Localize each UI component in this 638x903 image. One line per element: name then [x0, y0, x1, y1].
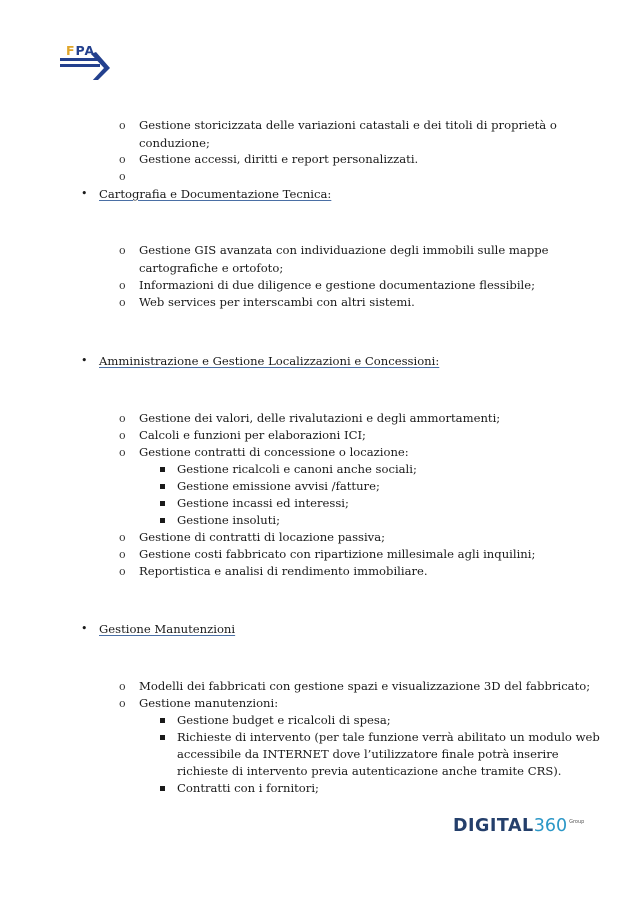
square-bullet-marker: [160, 735, 165, 740]
list-item: Gestione dei valori, delle rivalutazioni e degli ammortamenti;: [139, 411, 501, 425]
list-item: Web services per interscambi con altri sistemi.: [139, 295, 415, 309]
list-item-continuation: cartografiche e ortofoto;: [139, 261, 284, 275]
list-item: Calcoli e funzioni per elaborazioni ICI;: [139, 428, 366, 442]
sub-bullet-marker: o: [119, 697, 126, 710]
list-item: Gestione storicizzata delle variazioni catastali e dei titoli di proprietà o: [139, 118, 557, 132]
list-item: Gestione accessi, diritti e report personalizzati.: [139, 152, 419, 166]
square-bullet-marker: [160, 518, 165, 523]
list-item: Informazioni di due diligence e gestione documentazione flessibile;: [139, 278, 536, 292]
section-heading-cartografia: Cartografia e Documentazione Tecnica:: [99, 187, 332, 201]
square-bullet-marker: [160, 786, 165, 791]
digital360-logo: DIGITAL360 $^{Group}$: [453, 816, 585, 836]
nested-list-item-continuation: richieste di intervento previa autenticazione anche tramite CRS).: [177, 764, 562, 778]
nested-list-item: Gestione emissione avvisi /fatture;: [177, 479, 380, 493]
section-heading-amministrazione: Amministrazione e Gestione Localizzazioni e Concessioni:: [99, 354, 440, 368]
nested-list-item: Gestione incassi ed interessi;: [177, 496, 349, 510]
nested-list-item: Richieste di intervento (per tale funzione verrà abilitato un modulo web: [177, 730, 600, 744]
square-bullet-marker: [160, 718, 165, 723]
list-item: Gestione manutenzioni:: [139, 696, 279, 710]
nested-list-item-continuation: accessibile da INTERNET dove l’utilizzatore finale potrà inserire: [177, 747, 559, 761]
sub-bullet-marker: o: [119, 531, 126, 544]
sub-bullet-marker: o: [119, 279, 126, 292]
sub-bullet-marker: o: [119, 244, 126, 257]
list-item: Gestione di contratti di locazione passiva;: [139, 530, 386, 544]
sub-bullet-marker: o: [119, 412, 126, 425]
sub-bullet-marker: o: [119, 153, 126, 166]
main-bullet-marker: •: [81, 622, 88, 635]
sub-bullet-marker: o: [119, 119, 126, 132]
sub-bullet-marker: o: [119, 429, 126, 442]
sub-bullet-marker: o: [119, 296, 126, 309]
sub-bullet-marker: o: [119, 548, 126, 561]
list-item: Gestione GIS avanzata con individuazione degli immobili sulle mappe: [139, 243, 549, 257]
list-item: Gestione costi fabbricato con ripartizione millesimale agli inquilini;: [139, 547, 536, 561]
nested-list-item: Gestione insoluti;: [177, 513, 280, 527]
fpa-logo-text: FPA: [66, 43, 96, 58]
sub-bullet-marker: o: [119, 565, 126, 578]
sub-bullet-marker: o: [119, 680, 126, 693]
list-item: Reportistica e analisi di rendimento immobiliare.: [139, 564, 428, 578]
sub-bullet-marker: o: [119, 446, 126, 459]
list-item: Gestione contratti di concessione o locazione:: [139, 445, 409, 459]
main-bullet-marker: •: [81, 354, 88, 367]
nested-list-item: Gestione budget e ricalcoli di spesa;: [177, 713, 391, 727]
square-bullet-marker: [160, 484, 165, 489]
main-bullet-marker: •: [81, 187, 88, 200]
nested-list-item: Contratti con i fornitori;: [177, 781, 319, 795]
list-item: Modelli dei fabbricati con gestione spazi e visualizzazione 3D del fabbricato;: [139, 679, 591, 693]
section-heading-manutenzioni: Gestione Manutenzioni: [99, 622, 236, 636]
square-bullet-marker: [160, 501, 165, 506]
list-item-continuation: conduzione;: [139, 136, 210, 150]
nested-list-item: Gestione ricalcoli e canoni anche sociali;: [177, 462, 417, 476]
sub-bullet-marker-empty: o: [119, 170, 126, 183]
square-bullet-marker: [160, 467, 165, 472]
